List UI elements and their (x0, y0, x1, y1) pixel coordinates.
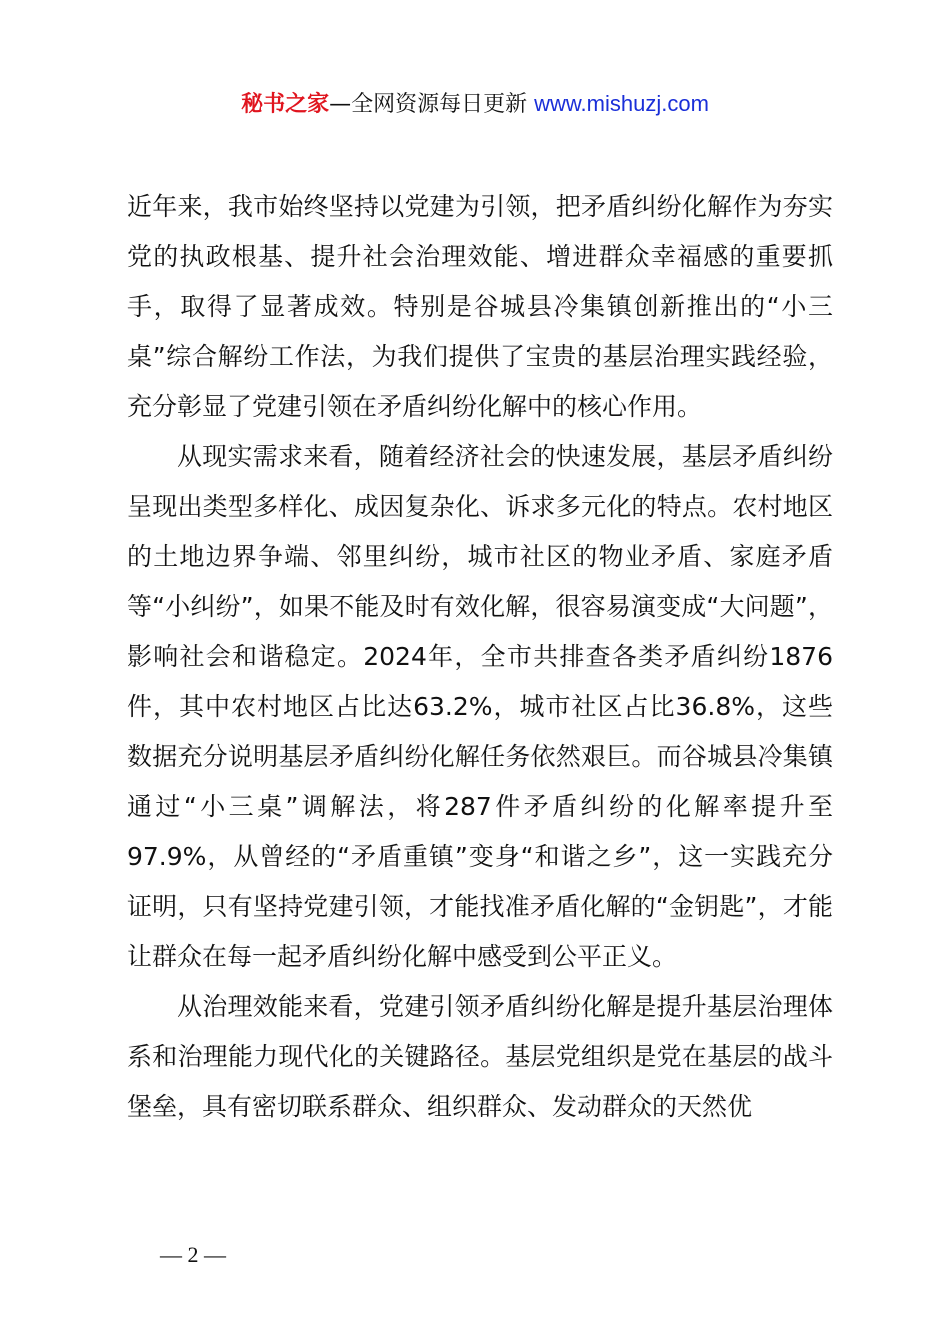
page-number: — 2 — (160, 1242, 226, 1267)
document-body (127, 182, 833, 1132)
paragraph-2: 从现实需求来看，随着经济社会的快速发展，基层矛盾纠纷呈现出类型多样化、成因复杂化、诉求多元化的特点。农村地区的土地边界争端、邻里纠纷，城市社区的物业矛盾、家庭矛盾等“小纠纷”，如果不能及时有效化解，很容易演变成“大问题”，影响社会和谐稳定。2024年，全市共排查各类矛盾纠纷1876件，其中农村地区占比达63.2%，城市社区占比36.8%，这些数据充分说明基层矛盾纠纷化解任务依然艰巨。而谷城县冷集镇通过“小三桌”调解法，将287件矛盾纠纷的化解率提升至97.9%，从曾经的“矛盾重镇”变身“和谐之乡”，这一实践充分证明，只有坚持党建引领，才能找准矛盾化解的“金钥匙”，才能让群众在每一起矛盾纠纷化解中感受到公平正义。 (127, 442, 833, 971)
site-url-link[interactable]: www.mishuzj.com (534, 91, 709, 116)
paragraph-1: 近年来，我市始终坚持以党建为引领，把矛盾纠纷化解作为夯实党的执政根基、提升社会治理效能、增进群众幸福感的重要抓手，取得了显著成效。特别是谷城县冷集镇创新推出的“小三桌”综合解纷工作法，为我们提供了宝贵的基层治理实践经验，充分彰显了党建引领在矛盾纠纷化解中的核心作用。 (127, 192, 833, 421)
brand-name: 秘书之家 (241, 92, 330, 117)
paragraph-3: 从治理效能来看，党建引领矛盾纠纷化解是提升基层治理体系和治理能力现代化的关键路径。基层党组织是党在基层的战斗堡垒，具有密切联系群众、组织群众、发动群众的天然优 (127, 992, 833, 1121)
header-tagline: —全网资源每日更新 (329, 92, 535, 117)
site-header (0, 88, 950, 121)
